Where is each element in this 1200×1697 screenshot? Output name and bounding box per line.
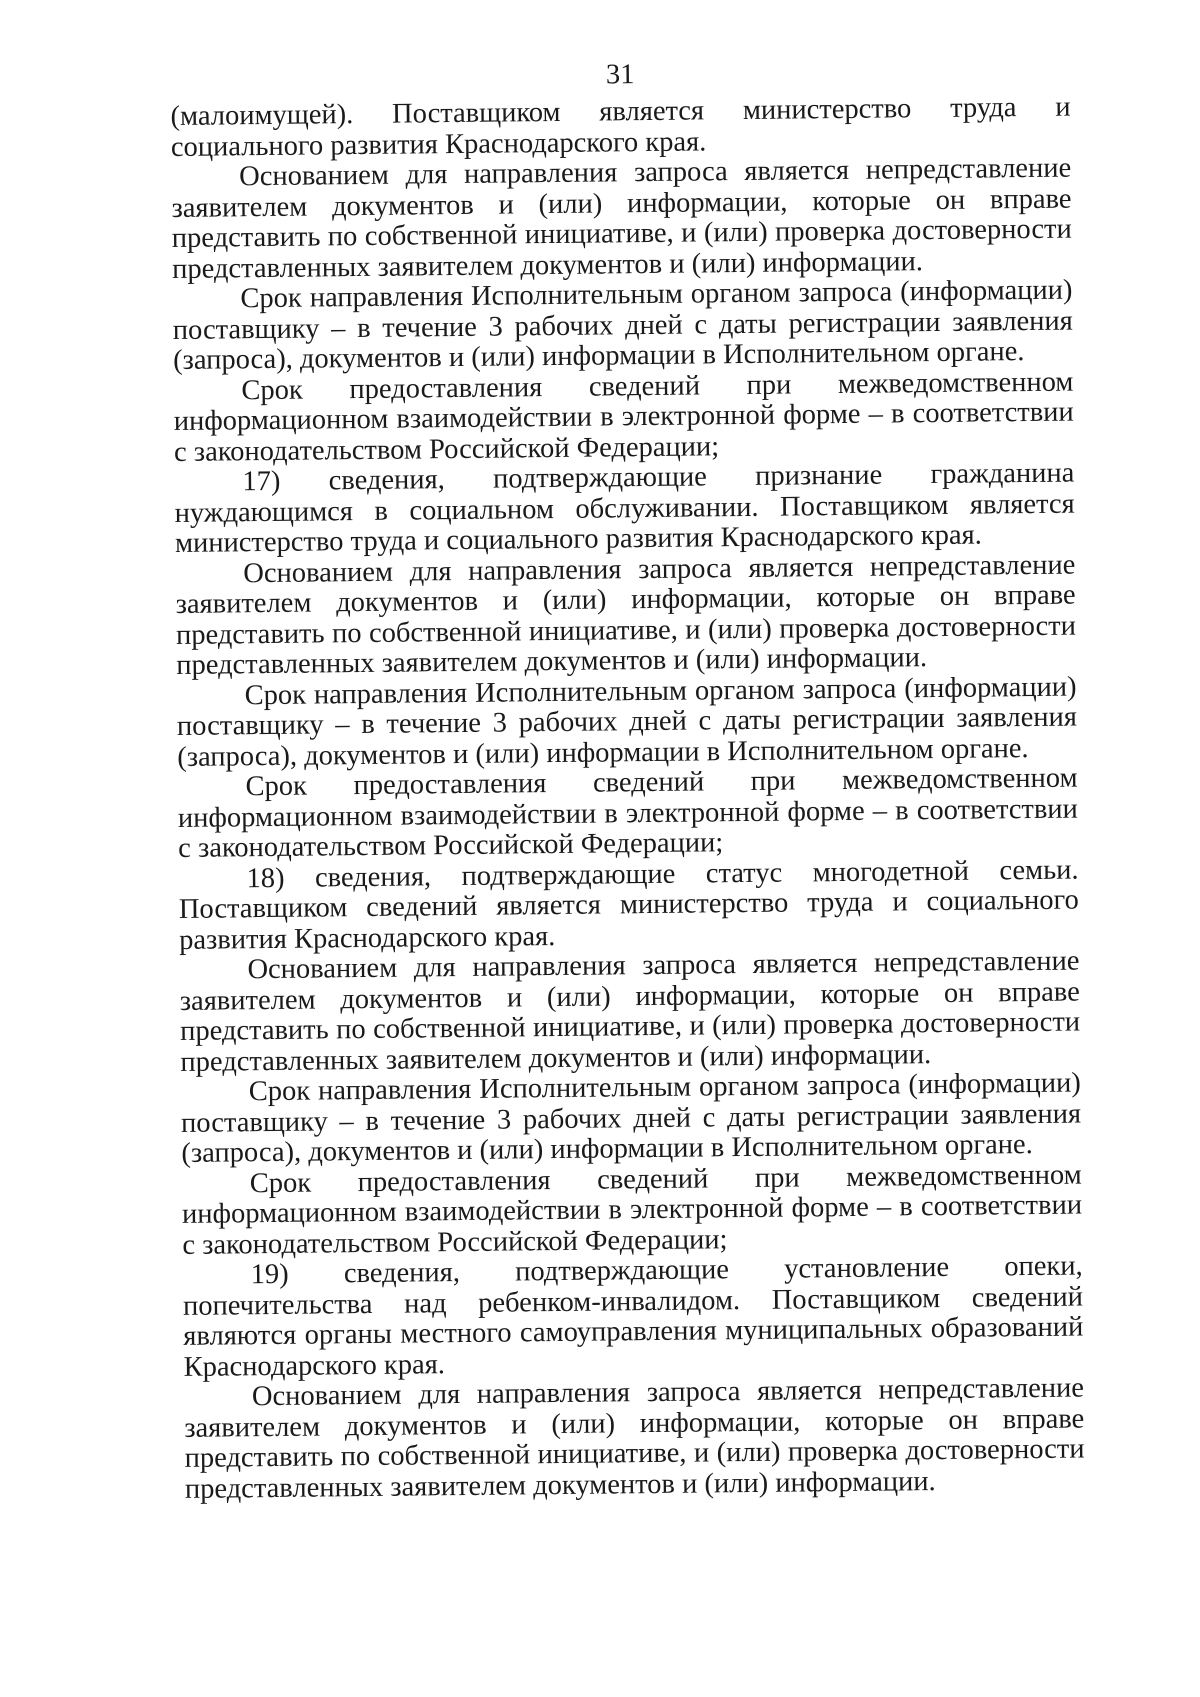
paragraph-2: Основанием для направления запроса является непредставление заявителем документов и (или) информации, которые он вправе представить по собственной инициативе, и (или) проверка достоверности представленных заявителем документов и (или) информации. — [171, 152, 1072, 285]
paragraph-9: 18) сведения, подтверждающие статус многодетной семьи. Поставщиком сведений является министерство труда и социального развития Краснодарского края. — [178, 854, 1079, 956]
paragraph-14: Основанием для направления запроса является непредставление заявителем документов и (или) информации, которые он вправе представить по собственной инициативе, и (или) проверка достоверности представленных заявителем документов и (или) информации. — [184, 1372, 1085, 1505]
paragraph-4: Срок предоставления сведений при межведомственном информационном взаимодействии в электронной форме – в соответствии с законодательством Российской Федерации; — [173, 366, 1074, 468]
paragraph-13: 19) сведения, подтверждающие установление опеки, попечительства над ребенком-инвалидом. Поставщиком сведений являются органы местного самоуправления муниципальных образований Краснодарского края. — [182, 1250, 1084, 1383]
paragraph-12: Срок предоставления сведений при межведомственном информационном взаимодействии в электронной форме – в соответствии с законодательством Российской Федерации; — [181, 1159, 1083, 1261]
paragraph-5: 17) сведения, подтверждающие признание гражданина нуждающимся в социальном обслуживании. Поставщиком является министерство труда и социального развития Краснодарского края. — [174, 457, 1075, 559]
paragraph-6: Основанием для направления запроса является непредставление заявителем документов и (или) информации, которые он вправе представить по собственной инициативе, и (или) проверка достоверности представленных заявителем документов и (или) информации. — [175, 549, 1077, 681]
paragraph-3: Срок направления Исполнительным органом запроса (информации) поставщику – в течение 3 рабочих дней с даты регистрации заявления (запроса), документов и (или) информации в Исполнительном органе. — [172, 274, 1073, 376]
paragraph-1: (малоимущей). Поставщиком является министерство труда и социального развития Краснодарского края. — [170, 91, 1071, 163]
paragraph-11: Срок направления Исполнительным органом запроса (информации) поставщику – в течение 3 рабочих дней с даты регистрации заявления (запроса), документов и (или) информации в Исполнительном органе. — [180, 1067, 1082, 1169]
paragraph-7: Срок направления Исполнительным органом запроса (информации) поставщику – в течение 3 рабочих дней с даты регистрации заявления (запроса), документов и (или) информации в Исполнительном органе. — [176, 671, 1078, 773]
paragraph-10: Основанием для направления запроса является непредставление заявителем документов и (или) информации, которые он вправе представить по собственной инициативе, и (или) проверка достоверности представленных заявителем документов и (или) информации. — [179, 945, 1081, 1078]
paragraph-8: Срок предоставления сведений при межведомственном информационном взаимодействии в электронной форме – в соответствии с законодательством Российской Федерации; — [177, 762, 1079, 864]
page-content — [170, 55, 1085, 1505]
page-number: 31 — [605, 59, 635, 91]
